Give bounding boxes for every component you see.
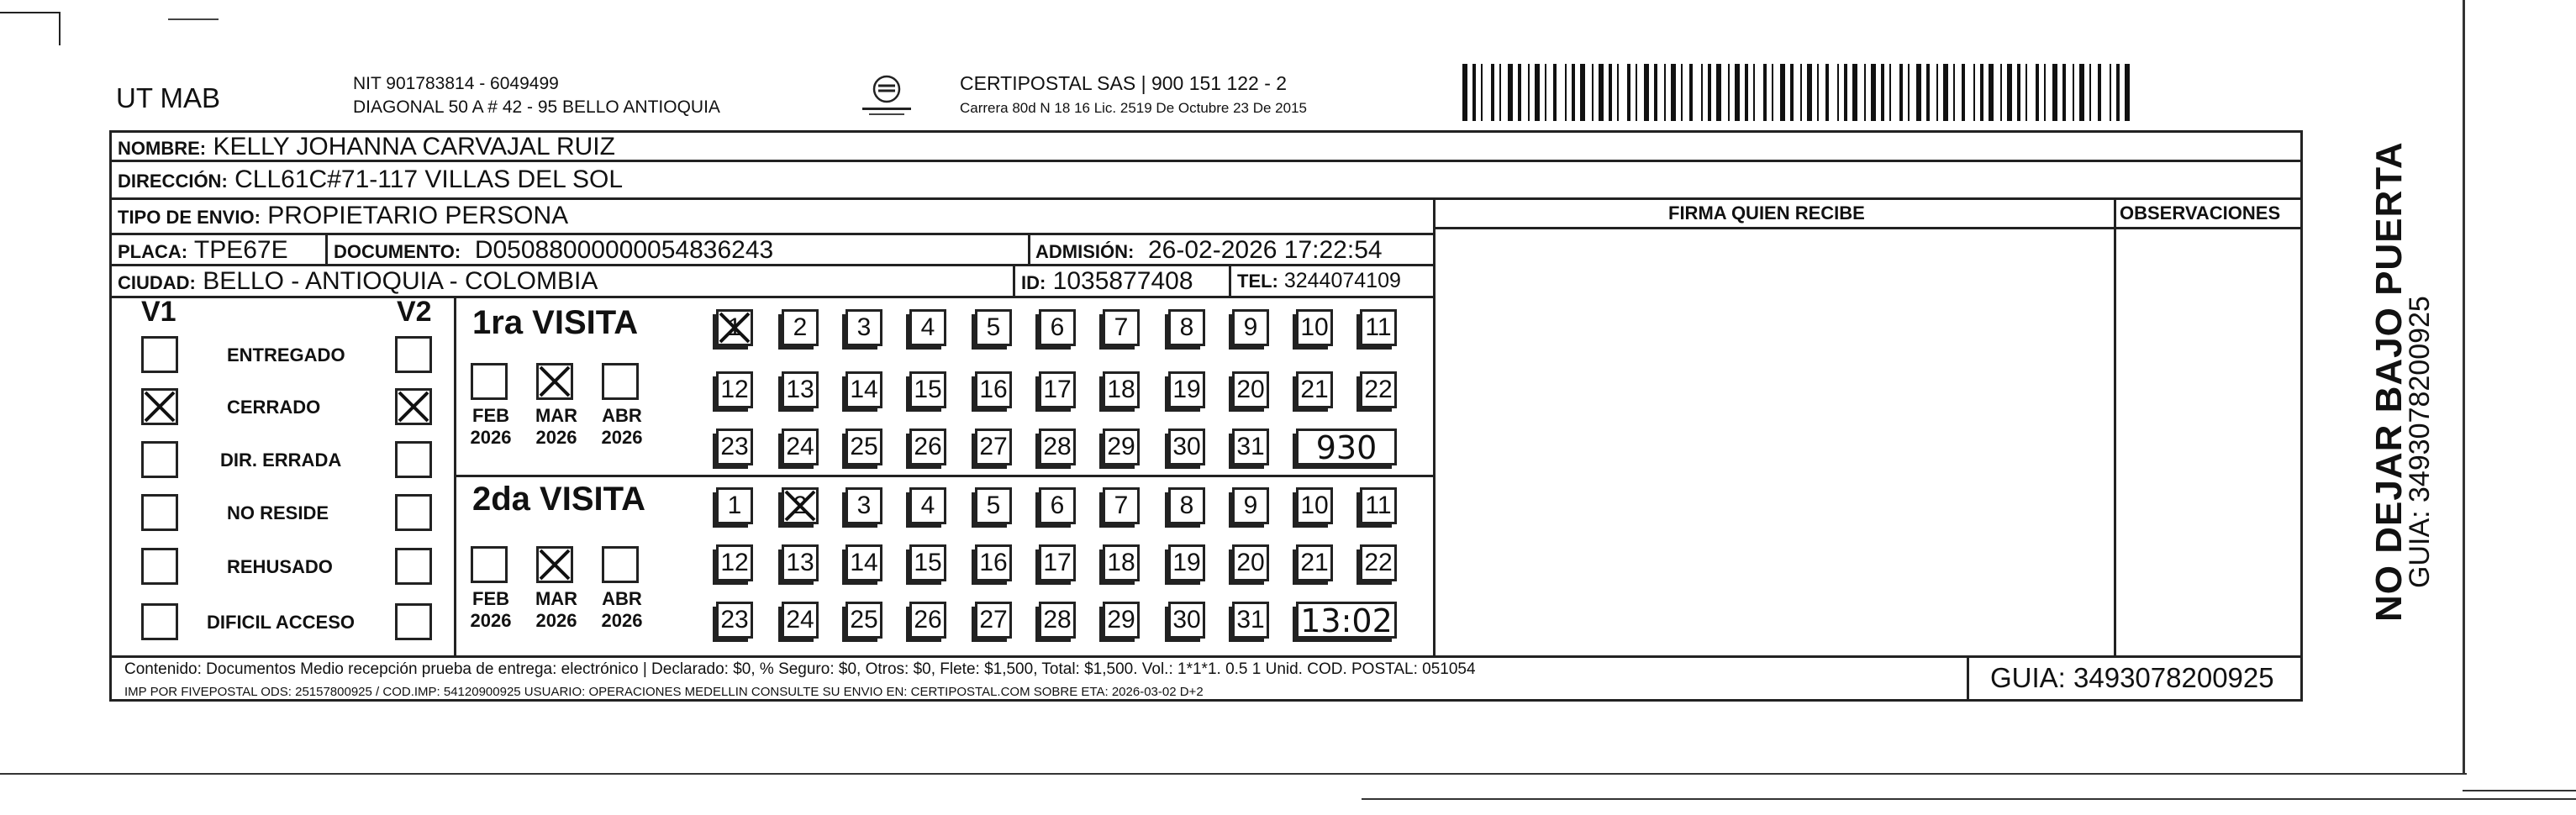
visit2-day-box: 18 [1103, 544, 1140, 581]
visit1-time-box [1296, 429, 1397, 465]
barcode-bar [1989, 64, 1994, 121]
visit1-day-box: 20 [1232, 371, 1269, 408]
x-mark [536, 363, 573, 400]
visit1-day-box: 12 [716, 371, 753, 408]
visit1-day-box: 19 [1168, 371, 1205, 408]
barcode-bar [2116, 64, 2120, 121]
barcode-bar [2079, 64, 2084, 121]
barcode-bar [1953, 64, 1955, 121]
visit2-day-box: 12 [716, 544, 753, 581]
status-label: REHUSADO [227, 556, 333, 577]
barcode-bar [2125, 64, 2130, 121]
admission-label: ADMISIÓN: [1035, 241, 1135, 262]
visit2-handwritten-time: 13:02 [1300, 602, 1393, 639]
scan-edge-top [59, 12, 61, 45]
barcode-bar [1472, 64, 1476, 121]
address-label: DIRECCIÓN: [118, 171, 228, 192]
x-mark [716, 309, 753, 346]
barcode-bar [1837, 64, 1839, 121]
scan-edge-bottom [2463, 790, 2576, 791]
status-label: CERRADO [227, 397, 321, 418]
visit1-day-box: 11 [1360, 309, 1397, 346]
barcode-bar [1745, 64, 1748, 121]
v2-header: V2 [397, 296, 432, 328]
tel-number: 3244074109 [1283, 269, 1401, 292]
sender-address: DIAGONAL 50 A # 42 - 95 BELLO ANTIOQUIA [353, 97, 720, 117]
v2-checkbox [395, 441, 432, 478]
visit2-year-label: 2026 [470, 610, 512, 631]
address-row [118, 166, 623, 194]
barcode-bar [2036, 64, 2039, 121]
recipient-address: CLL61C#71-117 VILLAS DEL SOL [234, 166, 624, 193]
barcode-bar [1689, 64, 1693, 121]
visit1-day-box: 28 [1039, 429, 1076, 465]
visit1-month-checkbox [602, 363, 639, 400]
visit2-day-box: 17 [1039, 544, 1076, 581]
barcode-bar [1728, 64, 1730, 121]
x-mark [395, 388, 432, 425]
visit1-day-box: 18 [1103, 371, 1140, 408]
company-name: UT MAB [116, 82, 221, 113]
visit2-day-box: 28 [1039, 602, 1076, 639]
divider [1028, 233, 1030, 264]
v1-checkbox [141, 494, 178, 531]
visit1-day-box: 25 [845, 429, 882, 465]
side-guia: GUIA: 3493078200925 [2404, 296, 2436, 588]
barcode-bar [1592, 64, 1594, 121]
visit2-day-box: 13 [782, 544, 819, 581]
barcode-bar [1599, 64, 1604, 121]
barcode-bar [1701, 64, 1703, 121]
barcode-bar [1825, 64, 1829, 121]
guia-box: GUIA: 3493078200925 [1990, 662, 2274, 693]
barcode-bar [1627, 64, 1630, 121]
shipment-type: PROPIETARIO PERSONA [267, 202, 569, 229]
barcode-bar [1852, 64, 1857, 121]
nit: NIT 901783814 - 6049499 [353, 74, 559, 93]
certipostal-logo [857, 71, 916, 121]
visit2-day-box: 11 [1360, 487, 1397, 524]
scan-edge-top [168, 18, 219, 20]
courier-address: Carrera 80d N 18 16 Lic. 2519 De Octubre 23 De 2015 [960, 100, 1307, 116]
visit2-month-checkbox [471, 546, 508, 583]
visit2-day-box: 2 [782, 487, 819, 524]
scan-edge-bottom [1362, 798, 2576, 800]
barcode-bar [1716, 64, 1721, 121]
visit1-month-checkbox [471, 363, 508, 400]
observations-header: OBSERVACIONES [2120, 202, 2281, 223]
visit1-day-box: 9 [1232, 309, 1269, 346]
visit2-day-box: 1 [716, 487, 753, 524]
barcode-bar [1844, 64, 1847, 121]
visit2-day-box: 4 [909, 487, 946, 524]
visit1-day-box: 14 [845, 371, 882, 408]
barcode-bar [1899, 64, 1903, 121]
v1-checkbox [141, 441, 178, 478]
visit2-day-box: 21 [1296, 544, 1333, 581]
divider [325, 233, 328, 264]
barcode-bar [1580, 64, 1585, 121]
barcode-bar [1664, 64, 1666, 121]
barcode-bar [2062, 64, 2066, 121]
barcode-bar [1962, 64, 1965, 121]
divider [109, 296, 1433, 298]
visit1-day-box: 2 [782, 309, 819, 346]
visit2-day-box: 31 [1232, 602, 1269, 639]
visit2-day-box: 23 [716, 602, 753, 639]
barcode-bar [1817, 64, 1819, 121]
plate-label: PLACA: [118, 241, 188, 262]
visit1-day-box: 17 [1039, 371, 1076, 408]
visit1-day-box: 30 [1168, 429, 1205, 465]
visit2-month-label: FEB [472, 588, 509, 609]
visit1-day-box: 26 [909, 429, 946, 465]
barcode-bar [2017, 64, 2020, 121]
barcode-bar [1908, 64, 1910, 121]
barcode-bar [1881, 64, 1884, 121]
scan-edge-right [2463, 0, 2465, 773]
visit1-handwritten-time: 930 [1315, 429, 1378, 466]
barcode-bar [1671, 64, 1676, 121]
visit1-year-label: 2026 [535, 427, 577, 448]
footer-content: Contenido: Documentos Medio recepción prueba de entrega: electrónico | Declarado: $0, % Seguro: $0, Otros: $0, Flete: $1,500, Total: $1,500. Vol.: 1*1*1. 0.5 1 Unid. COD. POSTAL: 051054 [124, 660, 1476, 678]
visit2-day-box: 26 [909, 602, 946, 639]
barcode-bar [1864, 64, 1866, 121]
courier-name: CERTIPOSTAL SAS | 900 151 122 - 2 [960, 72, 1288, 94]
v2-checkbox [395, 494, 432, 531]
barcode-bar [2089, 64, 2091, 121]
divider [1013, 264, 1015, 296]
x-mark [782, 487, 819, 524]
visit1-day-box: 3 [845, 309, 882, 346]
visit2-day-box: 10 [1296, 487, 1333, 524]
divider [1967, 655, 1969, 702]
signature-header: FIRMA QUIEN RECIBE [1668, 202, 1865, 223]
recipient-name: KELLY JOHANNA CARVAJAL RUIZ [213, 133, 615, 160]
barcode-bar [1565, 64, 1567, 121]
id-number: 1035877408 [1052, 267, 1193, 295]
barcode-bar [1654, 64, 1657, 121]
barcode-bar [1481, 64, 1483, 121]
id-row [1021, 267, 1193, 296]
visit1-day-box: 5 [975, 309, 1012, 346]
visit1-day-box: 21 [1296, 371, 1333, 408]
visit1-day-box: 10 [1296, 309, 1333, 346]
id-label: ID: [1021, 272, 1046, 293]
visit2-day-box: 29 [1103, 602, 1140, 639]
visit1-day-box: 15 [909, 371, 946, 408]
scan-edge-top [0, 12, 59, 13]
visit2-day-box: 8 [1168, 487, 1205, 524]
visit2-day-box: 14 [845, 544, 882, 581]
visit1-day-box: 29 [1103, 429, 1140, 465]
barcode-bar [1636, 64, 1637, 121]
visit1-day-box: 4 [909, 309, 946, 346]
barcode-bar [1889, 64, 1891, 121]
visit1-day-box: 24 [782, 429, 819, 465]
v1-checkbox [141, 548, 178, 585]
visit2-year-label: 2026 [535, 610, 577, 631]
barcode-bar [2026, 64, 2027, 121]
visit2-title: 2da VISITA [472, 481, 645, 518]
status-label: ENTREGADO [227, 344, 345, 365]
barcode-bar [2000, 64, 2002, 121]
visit1-day-box: 22 [1360, 371, 1397, 408]
barcode-bar [1735, 64, 1740, 121]
visit1-day-box: 13 [782, 371, 819, 408]
v1-header: V1 [141, 296, 176, 328]
visit2-day-box: 5 [975, 487, 1012, 524]
tel-row [1237, 269, 1401, 293]
barcode-bar [2044, 64, 2046, 121]
barcode-bar [1462, 64, 1467, 121]
barcode-bar [1936, 64, 1938, 121]
visit1-month-label: MAR [535, 405, 578, 426]
visit2-month-checkbox [602, 546, 639, 583]
barcode-bar [1916, 64, 1921, 121]
visit2-day-box: 30 [1168, 602, 1205, 639]
barcode-bar [1790, 64, 1794, 121]
admission-date: 26-02-2026 17:22:54 [1148, 236, 1383, 264]
barcode-bar [1644, 64, 1649, 121]
visit2-day-box: 24 [782, 602, 819, 639]
barcode-bar [1491, 64, 1494, 121]
visit2-day-box: 16 [975, 544, 1012, 581]
footer-print-info: IMP POR FIVEPOSTAL ODS: 25157800925 / COD.IMP: 54120900925 USUARIO: OPERACIONES MEDELLIN CONSULTE SU ENVIO EN: CERTIPOSTAL.COM SOBRE ETA: 2026-03-02 D+2 [124, 685, 1204, 699]
type-row [118, 202, 568, 230]
city: BELLO - ANTIOQUIA - COLOMBIA [203, 267, 598, 295]
document-number: D05088000000054836243 [474, 236, 774, 264]
document-row [334, 236, 773, 265]
visit1-day-box: 31 [1232, 429, 1269, 465]
visit1-month-label: ABR [602, 405, 642, 426]
visit2-day-box: 20 [1232, 544, 1269, 581]
barcode-bar [1708, 64, 1711, 121]
barcode-bar [1572, 64, 1575, 121]
side-panel [2303, 141, 2436, 622]
status-label: DIFICIL ACCESO [207, 612, 356, 633]
visit2-day-box: 7 [1103, 487, 1140, 524]
barcode-bar [1681, 64, 1683, 121]
barcode-bar [1553, 64, 1557, 121]
visit1-year-label: 2026 [601, 427, 643, 448]
barcode-bar [1617, 64, 1619, 121]
divider [1229, 264, 1231, 296]
barcode-bar [1973, 64, 1975, 121]
visit1-day-box: 1 [716, 309, 753, 346]
barcode-bar [1800, 64, 1802, 121]
barcode-bar [1926, 64, 1930, 121]
visit2-day-box: 22 [1360, 544, 1397, 581]
divider [109, 233, 1433, 235]
barcode-bar [1980, 64, 1983, 121]
name-label: NOMBRE: [118, 138, 207, 159]
plate: TPE67E [193, 236, 288, 264]
visit1-day-box: 6 [1039, 309, 1076, 346]
visit2-day-box: 15 [909, 544, 946, 581]
divider [2114, 197, 2116, 655]
name-row [118, 133, 615, 161]
barcode-bar [2110, 64, 2111, 121]
visit2-day-box: 6 [1039, 487, 1076, 524]
city-row [118, 267, 598, 296]
visit2-day-box: 25 [845, 602, 882, 639]
barcode-bar [1871, 64, 1876, 121]
visit1-year-label: 2026 [470, 427, 512, 448]
visit1-title: 1ra VISITA [472, 304, 639, 341]
visit1-day-box: 16 [975, 371, 1012, 408]
barcode-bar [1772, 64, 1773, 121]
visit2-day-box: 19 [1168, 544, 1205, 581]
city-label: CIUDAD: [118, 272, 196, 293]
barcode-bar [1807, 64, 1812, 121]
divider [1433, 227, 2303, 229]
divider [109, 197, 2303, 200]
barcode-bar [1545, 64, 1546, 121]
visit2-day-box: 27 [975, 602, 1012, 639]
v2-checkbox [395, 336, 432, 373]
visit1-day-box: 7 [1103, 309, 1140, 346]
visit2-month-label: MAR [535, 588, 578, 609]
barcode-bar [1508, 64, 1513, 121]
tel-label: TEL: [1237, 271, 1278, 292]
v2-checkbox [395, 548, 432, 585]
divider [454, 296, 456, 655]
barcode-bar [1518, 64, 1521, 121]
v1-checkbox [141, 603, 178, 640]
visit2-day-box: 9 [1232, 487, 1269, 524]
barcode-bar [2098, 64, 2101, 121]
no-slip-under-door-warning: NO DEJAR BAJO PUERTA [2368, 141, 2410, 622]
visit1-month-label: FEB [472, 405, 509, 426]
barcode-bar [2007, 64, 2012, 121]
visit2-month-label: ABR [602, 588, 642, 609]
v1-checkbox [141, 336, 178, 373]
v2-checkbox [395, 603, 432, 640]
visit1-day-box: 23 [716, 429, 753, 465]
status-label: NO RESIDE [227, 502, 329, 523]
barcode-bar [2052, 64, 2057, 121]
barcode-bar [1763, 64, 1767, 121]
barcode-bar [1753, 64, 1755, 121]
visit2-time-box [1296, 602, 1397, 639]
barcode-bar [1943, 64, 1948, 121]
barcode-bar [1499, 64, 1501, 121]
status-label: DIR. ERRADA [220, 450, 342, 471]
type-label: TIPO DE ENVIO: [118, 207, 261, 228]
divider [109, 655, 2303, 658]
scan-edge-bottom [0, 773, 2467, 775]
barcode-bar [1780, 64, 1785, 121]
visit2-day-box: 3 [845, 487, 882, 524]
plate-row [118, 236, 288, 265]
visit2-year-label: 2026 [601, 610, 643, 631]
barcode-bar [2073, 64, 2074, 121]
barcode-bar [1528, 64, 1530, 121]
x-mark [141, 388, 178, 425]
visit1-day-box: 8 [1168, 309, 1205, 346]
divider [454, 475, 1433, 477]
admission-row [1035, 236, 1383, 265]
visit1-day-box: 27 [975, 429, 1012, 465]
barcode [1462, 64, 2135, 121]
x-mark [536, 546, 573, 583]
barcode-bar [1535, 64, 1540, 121]
barcode-bar [1609, 64, 1612, 121]
divider [1433, 197, 1436, 655]
document-label: DOCUMENTO: [334, 241, 461, 262]
